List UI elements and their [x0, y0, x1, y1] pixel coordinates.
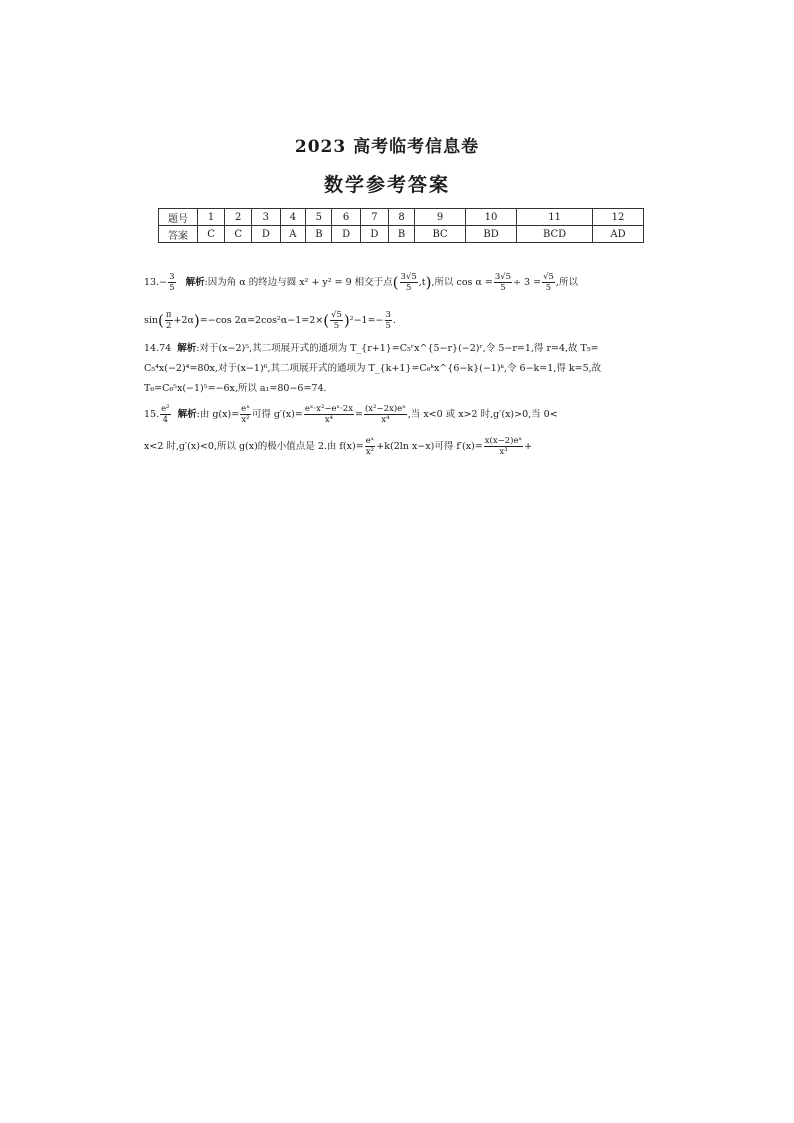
question-number-cell: 10	[465, 209, 516, 226]
answer-cell: D	[360, 226, 388, 243]
q15-text-b: 可得 g′(x)=	[251, 409, 303, 420]
q15-text-d: ,当 x<0 或 x>2 时,g′(x)>0,当 0<	[407, 409, 558, 420]
answer-cell: AD	[592, 226, 643, 243]
q13-sin: sin	[144, 315, 159, 326]
question-number-cell: 4	[280, 209, 306, 226]
answer-cell: BD	[465, 226, 516, 243]
question-number-cell: 8	[389, 209, 415, 226]
question-number-cell: 9	[415, 209, 466, 226]
q14-solution-label: 解析	[177, 343, 197, 354]
row-label-number: 题号	[159, 209, 198, 226]
q13-line2: sin( $\frac{\pi}{2}$ +2α)=−cos 2α=2cos²α−1=2×( $\frac{√5}{5}$ )²−1=− $\frac{3}{5}$ .	[144, 310, 396, 331]
q13-cos-fraction: $\frac{3√5}{5}$	[494, 272, 512, 293]
q14-line2: C₅⁴x(−2)⁴=80x,对于(x−1)⁶,其二项展开式的通项为 T_{k+1}=C₆ᵏx^{6−k}(−1)ᵏ,令 6−k=1,得 k=5,故	[144, 363, 602, 374]
answer-cell: B	[306, 226, 332, 243]
question-number-cell: 2	[225, 209, 252, 226]
q15-g-fraction: $\frac{\text{eˣ}}{\text{x²}}$	[241, 404, 250, 425]
q15-line1	[144, 404, 558, 425]
q15-text-c: =	[355, 409, 363, 420]
q15-fp-fraction: $\frac{\text{x(x−2)eˣ}}{\text{x³}}$	[484, 436, 523, 457]
answer-cell: D	[332, 226, 360, 243]
q13-text-c: ÷ 3 =	[513, 277, 542, 288]
q13-answer-fraction: $\frac{3}{5}$	[169, 272, 175, 293]
q13-final-fraction: $\frac{3}{5}$	[385, 310, 391, 331]
table-row-numbers	[159, 209, 644, 226]
question-number-cell: 11	[517, 209, 593, 226]
question-number-cell: 1	[198, 209, 225, 226]
q15-gq-fraction: $\frac{\text{(x²−2x)eˣ}}{\text{x⁴}}$	[364, 404, 406, 425]
answer-cell: D	[252, 226, 280, 243]
question-number-cell: 6	[332, 209, 360, 226]
q15-f-fraction: $\frac{\text{eˣ}}{\text{x²}}$	[365, 436, 375, 457]
q15-line2	[144, 436, 532, 457]
q13-text-e: +2α	[173, 315, 194, 326]
page-subtitle: 数学参考答案	[323, 174, 450, 196]
answer-cell: C	[198, 226, 225, 243]
q13-text-d: ,所以	[555, 277, 578, 288]
table-row-answers	[159, 226, 644, 243]
answer-cell: BCD	[517, 226, 593, 243]
q13-line1: 13.− $\frac{3}{5}$ 解析:因为角 α 的终边与圆 x² + y² = 9 相交于点( $\frac{3√5}{5}$ ,t),所以 cos α = $\frac{3√5}{5}$ ÷ 3 = $\frac{√5}{5}$ ,所以	[144, 272, 578, 293]
q15-text-a: :由 g(x)=	[196, 409, 240, 420]
q13-point-tail: ,t	[418, 277, 426, 288]
q13-text-g: ²−1=−	[349, 315, 384, 326]
q14-line1	[144, 340, 599, 354]
q15-answer-fraction: $\frac{\text{e²}}{4}$	[161, 404, 170, 425]
q15-text-e: x<2 时,g′(x)<0,所以 g(x)的极小值点是 2.由 f(x)=	[144, 441, 364, 452]
q15-text-g: +	[524, 441, 533, 452]
q13-text-f: =−cos 2α=2cos²α−1=2×	[199, 315, 324, 326]
q13-text-b: ,所以 cos α =	[431, 277, 493, 288]
q13-sqrt-fraction: $\frac{√5}{5}$	[331, 310, 342, 331]
question-number-cell: 3	[252, 209, 280, 226]
q13-number: 13.	[144, 277, 160, 288]
answer-cell: A	[280, 226, 306, 243]
answer-cell: BC	[415, 226, 466, 243]
q15-solution-label: 解析	[177, 409, 197, 420]
q13-result-fraction: $\frac{√5}{5}$	[543, 272, 554, 293]
q13-point-fraction: $\frac{3√5}{5}$	[400, 272, 417, 293]
question-number-cell: 5	[306, 209, 332, 226]
question-number-cell: 12	[592, 209, 643, 226]
page-title: 2023 高考临考信息卷	[294, 137, 480, 157]
q14-text-1: :对于(x−2)⁵,其二项展开式的通项为 T_{r+1}=C₅ʳx^{5−r}(−2)ʳ,令 5−r=1,得 r=4,故 T₅=	[196, 343, 599, 354]
row-label-answer: 答案	[159, 226, 198, 243]
q14-number: 14.74	[144, 343, 172, 354]
q15-number: 15.	[144, 409, 160, 420]
q13-text-a: :因为角 α 的终边与圆 x² + y² = 9 相交于点	[204, 277, 393, 288]
question-number-cell: 7	[360, 209, 388, 226]
q13-pi-fraction: $\frac{\pi}{2}$	[165, 310, 172, 331]
q15-text-f: +k(2ln x−x)可得 f′(x)=	[376, 441, 483, 452]
q13-solution-label: 解析	[185, 277, 205, 288]
answer-cell: C	[225, 226, 252, 243]
answer-table	[158, 208, 644, 243]
answer-cell: B	[389, 226, 415, 243]
q13-text-h: .	[392, 315, 396, 326]
q13-answer-sign: −	[159, 277, 168, 288]
q15-gp-fraction: $\frac{\text{eˣ·x²−eˣ·2x}}{\text{x⁴}}$	[304, 404, 354, 425]
q14-line3: T₆=C₆⁵x(−1)⁵=−6x,所以 a₁=80−6=74.	[144, 383, 327, 394]
